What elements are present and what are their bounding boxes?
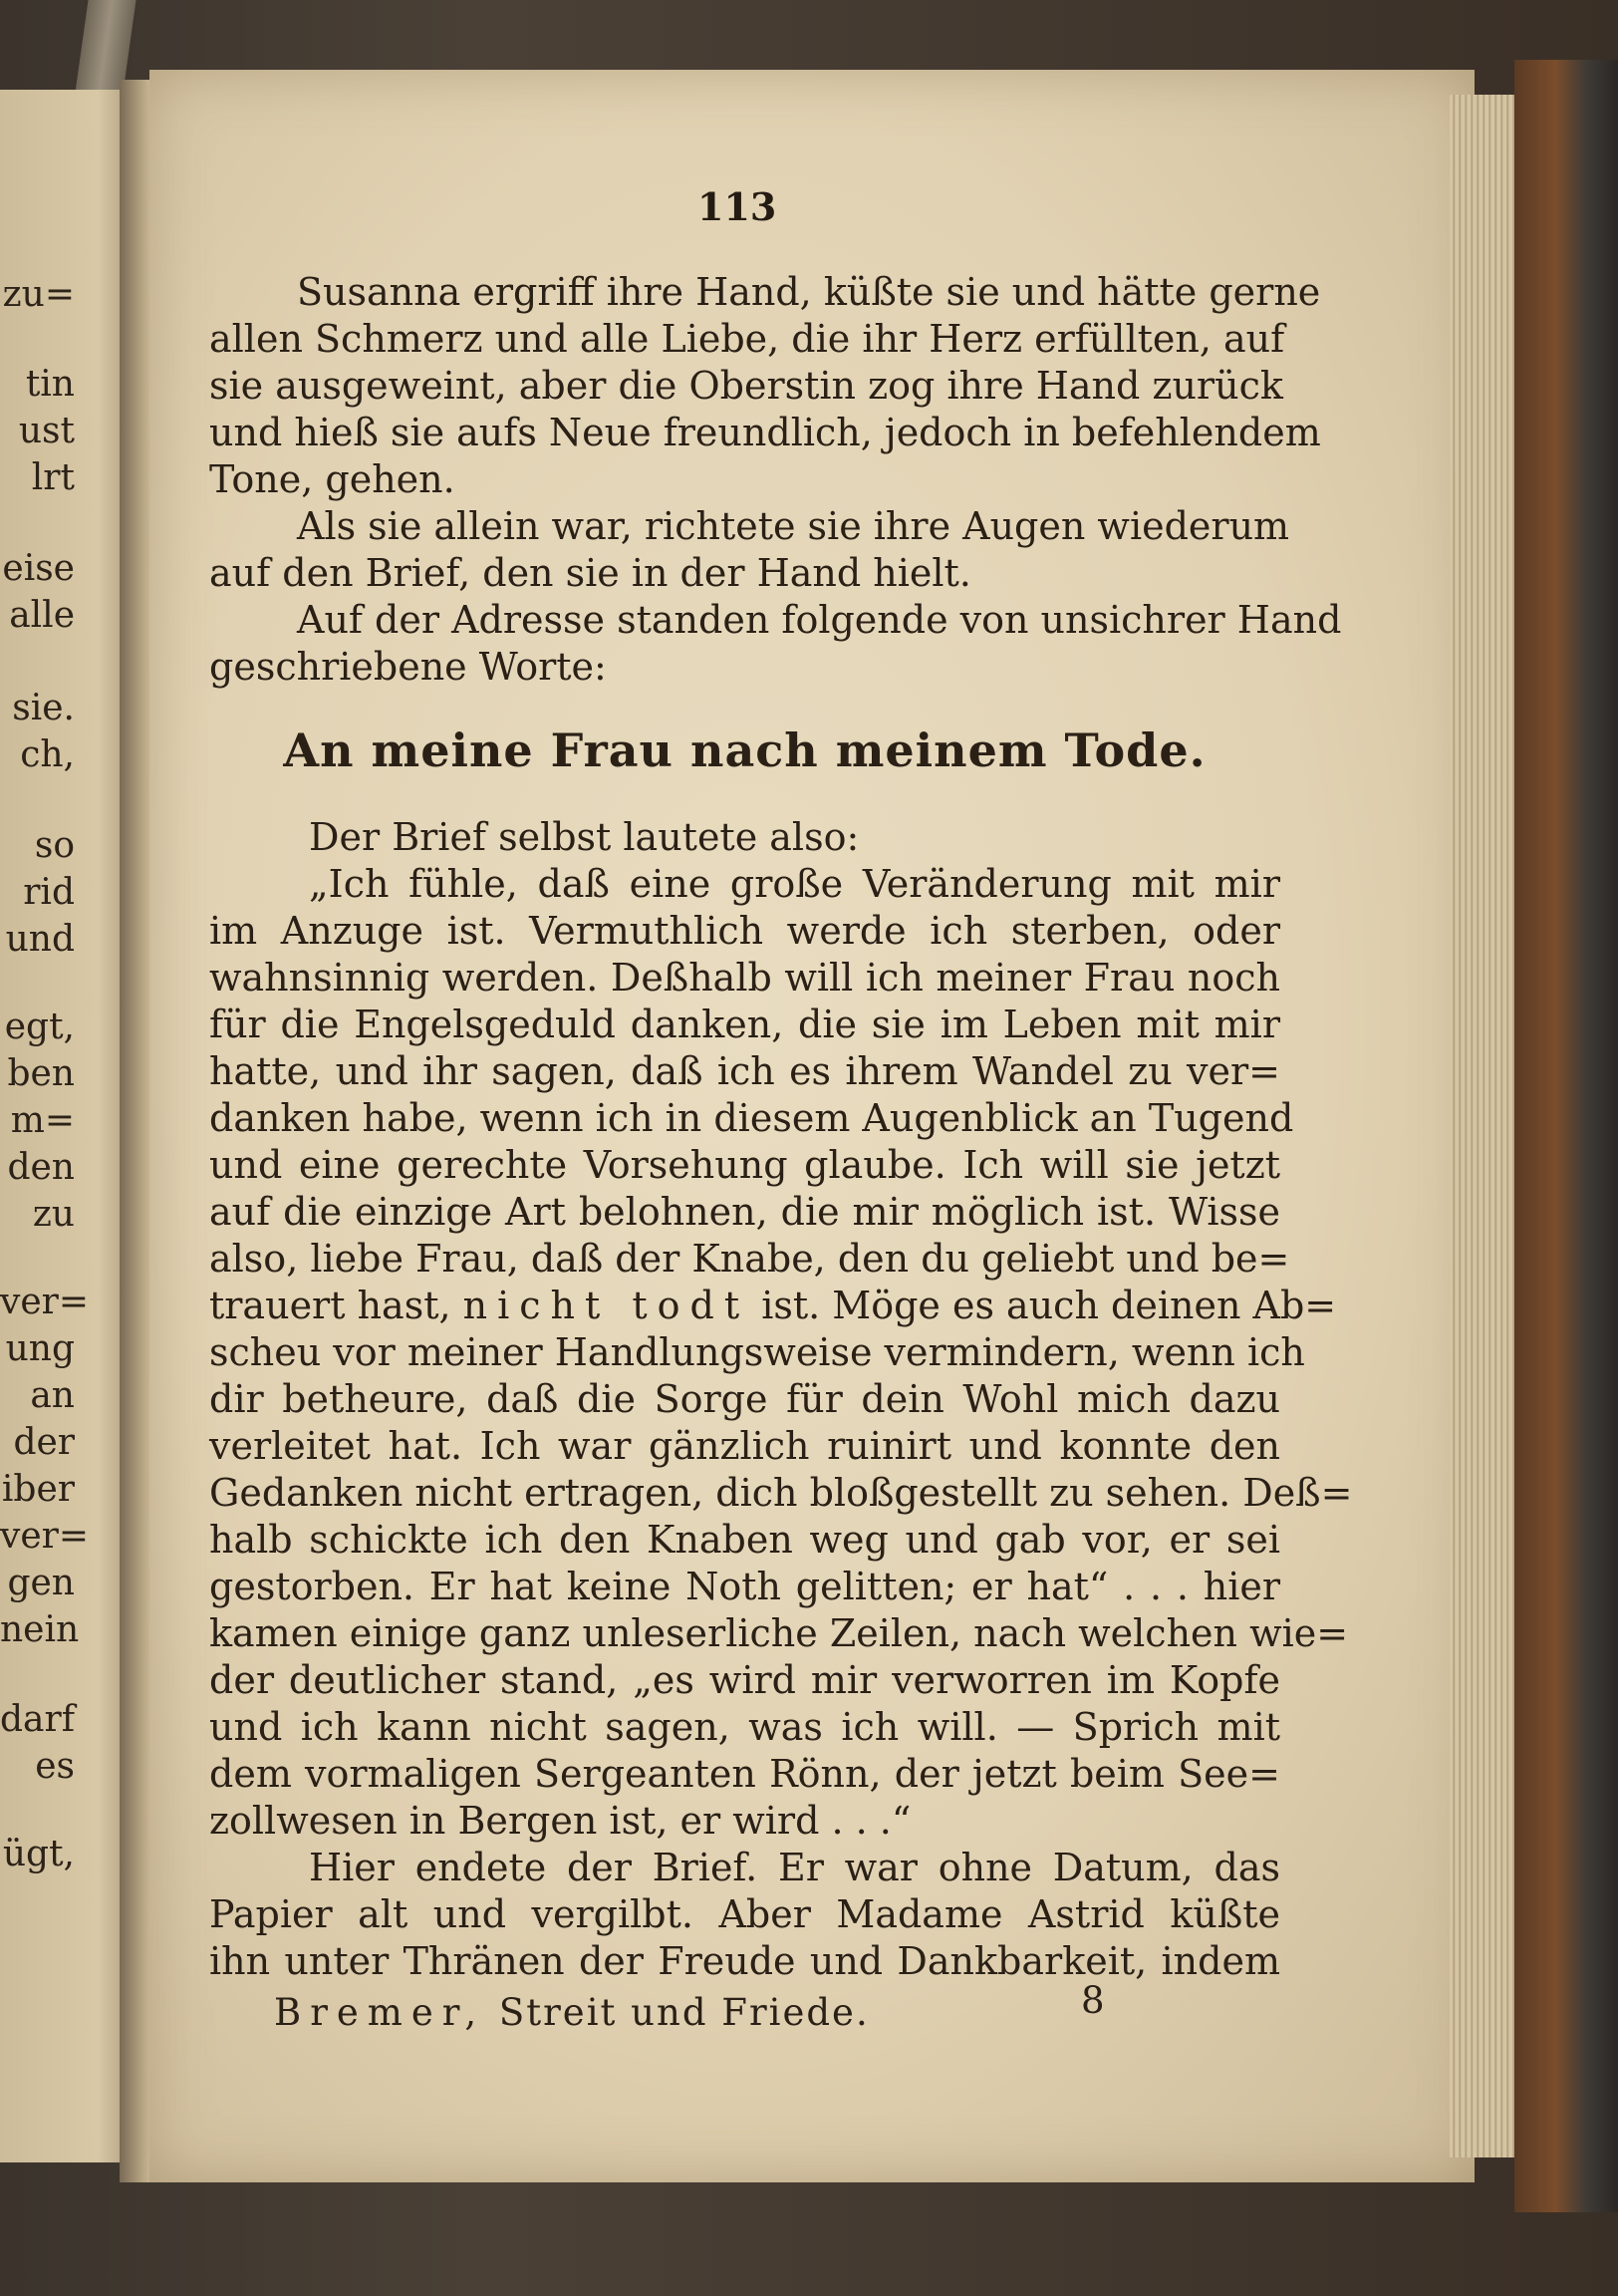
paragraph: [209, 1845, 1280, 1985]
left-page-fragment: und: [5, 919, 75, 960]
left-page-fragment: ch,: [20, 734, 75, 775]
page-number: 113: [697, 184, 777, 229]
text-line: gestorben. Er hat keine Noth gelitten; er hat“ . . . hier: [209, 1565, 1280, 1608]
left-page-fragment: alle: [9, 595, 75, 636]
text-line: wahnsinnig werden. Deßhalb will ich meiner Frau noch: [209, 956, 1280, 1000]
left-page-fragment: ben: [7, 1053, 75, 1094]
left-page-fragment: sie.: [12, 688, 75, 728]
paragraph: [209, 597, 1342, 691]
text-line: Der Brief selbst lautete also:: [309, 815, 860, 859]
paragraph: [209, 503, 1290, 597]
text-line: zollwesen in Bergen ist, er wird . . .“: [209, 1799, 912, 1843]
letter-text: [209, 861, 1353, 1845]
left-page-fragment: rid: [23, 872, 75, 913]
left-page-fragment: ver=: [0, 1282, 90, 1322]
text-line: der deutlicher stand, „es wird mir verworren im Kopfe: [209, 1658, 1280, 1702]
text-line: Auf der Adresse standen folgende von unsichrer Hand: [297, 598, 1342, 642]
emphasized-text: nicht todt: [462, 1284, 750, 1327]
author-name: Bremer,: [274, 1991, 486, 2034]
page-edges: [1450, 95, 1524, 2157]
text-line: dir betheure, daß die Sorge für dein Wohl mich dazu: [209, 1377, 1280, 1421]
book-binding: [1514, 60, 1618, 2212]
text-line: auf den Brief, den sie in der Hand hielt.: [209, 551, 971, 595]
text-line: kamen einige ganz unleserliche Zeilen, nach welchen wie=: [209, 1611, 1349, 1655]
text-line: und eine gerechte Vorsehung glaube. Ich will sie jetzt: [209, 1143, 1280, 1187]
left-page-fragment: den: [7, 1147, 75, 1188]
left-page: [0, 90, 139, 2162]
left-page-fragment: eise: [2, 548, 75, 589]
text-line: ihn unter Thränen der Freude und Dankbarkeit, indem: [209, 1939, 1280, 1983]
text-line: sie ausgeweint, aber die Oberstin zog ihre Hand zurück: [209, 364, 1283, 408]
text-segment: ist. Möge es auch deinen Ab=: [761, 1284, 1337, 1327]
text-line: für die Engelsgeduld danken, die sie im Leben mit mir: [209, 1003, 1280, 1046]
text-line: scheu vor meiner Handlungsweise vermindern, wenn ich: [209, 1330, 1305, 1374]
text-line: Tone, gehen.: [209, 457, 455, 501]
left-page-fragment: ver=: [0, 1516, 90, 1557]
left-page-fragment: ung: [5, 1328, 75, 1369]
left-page-fragment: darf: [0, 1699, 76, 1740]
text-line: allen Schmerz und alle Liebe, die ihr Herz erfüllten, auf: [209, 317, 1285, 361]
signature-number: 8: [1081, 1979, 1105, 2022]
page-body: [209, 269, 1353, 1985]
left-page-fragment: tin: [25, 364, 75, 405]
left-page-fragment: ust: [18, 411, 75, 451]
text-line: halb schickte ich den Knaben weg und gab vor, er sei: [209, 1518, 1280, 1562]
left-page-fragment: an: [30, 1375, 75, 1416]
text-line: [209, 1283, 1337, 1329]
left-page-fragment: egt,: [4, 1006, 75, 1047]
text-segment: trauert hast,: [209, 1284, 451, 1327]
text-line: Hier endete der Brief. Er war ohne Datum, das: [309, 1846, 1280, 1889]
text-line: und ich kann nicht sagen, was ich will. — Sprich mit: [209, 1705, 1280, 1749]
text-line: verleitet hat. Ich war gänzlich ruinirt und konnte den: [209, 1424, 1280, 1468]
text-line: auf die einzige Art belohnen, die mir möglich ist. Wisse: [209, 1190, 1280, 1234]
left-page-fragment: es: [35, 1746, 75, 1787]
text-line: also, liebe Frau, daß der Knabe, den du geliebt und be=: [209, 1237, 1290, 1281]
text-line: „Ich fühle, daß eine große Veränderung mit mir: [309, 862, 1280, 906]
letter-heading: An meine Frau nach meinem Tode.: [283, 723, 1207, 777]
text-line: hatte, und ihr sagen, daß ich es ihrem Wandel zu ver=: [209, 1049, 1280, 1093]
left-page-fragment: ügt,: [2, 1834, 75, 1874]
text-line: dem vormaligen Sergeanten Rönn, der jetzt beim See=: [209, 1752, 1280, 1796]
left-page-fragment: iber: [1, 1469, 75, 1510]
left-page-fragment: lrt: [31, 457, 75, 498]
text-line: Susanna ergriff ihre Hand, küßte sie und hätte gerne: [297, 270, 1321, 314]
left-page-fragment: m=: [10, 1100, 75, 1141]
text-line: danken habe, wenn ich in diesem Augenblick an Tugend: [209, 1096, 1294, 1140]
text-line: im Anzuge ist. Vermuthlich werde ich sterben, oder: [209, 909, 1280, 953]
paragraph: [209, 814, 1280, 861]
text-line: und hieß sie aufs Neue freundlich, jedoch in befehlendem: [209, 411, 1321, 454]
left-page-fragment: so: [34, 825, 75, 866]
left-page-fragment: der: [13, 1422, 75, 1463]
text-line: Als sie allein war, richtete sie ihre Augen wiederum: [297, 504, 1290, 548]
left-page-fragment: gen: [7, 1563, 75, 1603]
text-line: geschriebene Worte:: [209, 645, 607, 689]
left-page-fragment: zu=: [2, 274, 75, 315]
book-title: Streit und Friede.: [498, 1991, 870, 2034]
paragraph: [209, 269, 1321, 503]
left-page-fragment: nein: [0, 1609, 80, 1650]
text-line: Gedanken nicht ertragen, dich bloßgestellt zu sehen. Deß=: [209, 1471, 1353, 1515]
text-line: Papier alt und vergilbt. Aber Madame Astrid küßte: [209, 1892, 1280, 1936]
signature-line: [274, 1991, 870, 2034]
left-page-fragment: zu: [32, 1194, 75, 1235]
